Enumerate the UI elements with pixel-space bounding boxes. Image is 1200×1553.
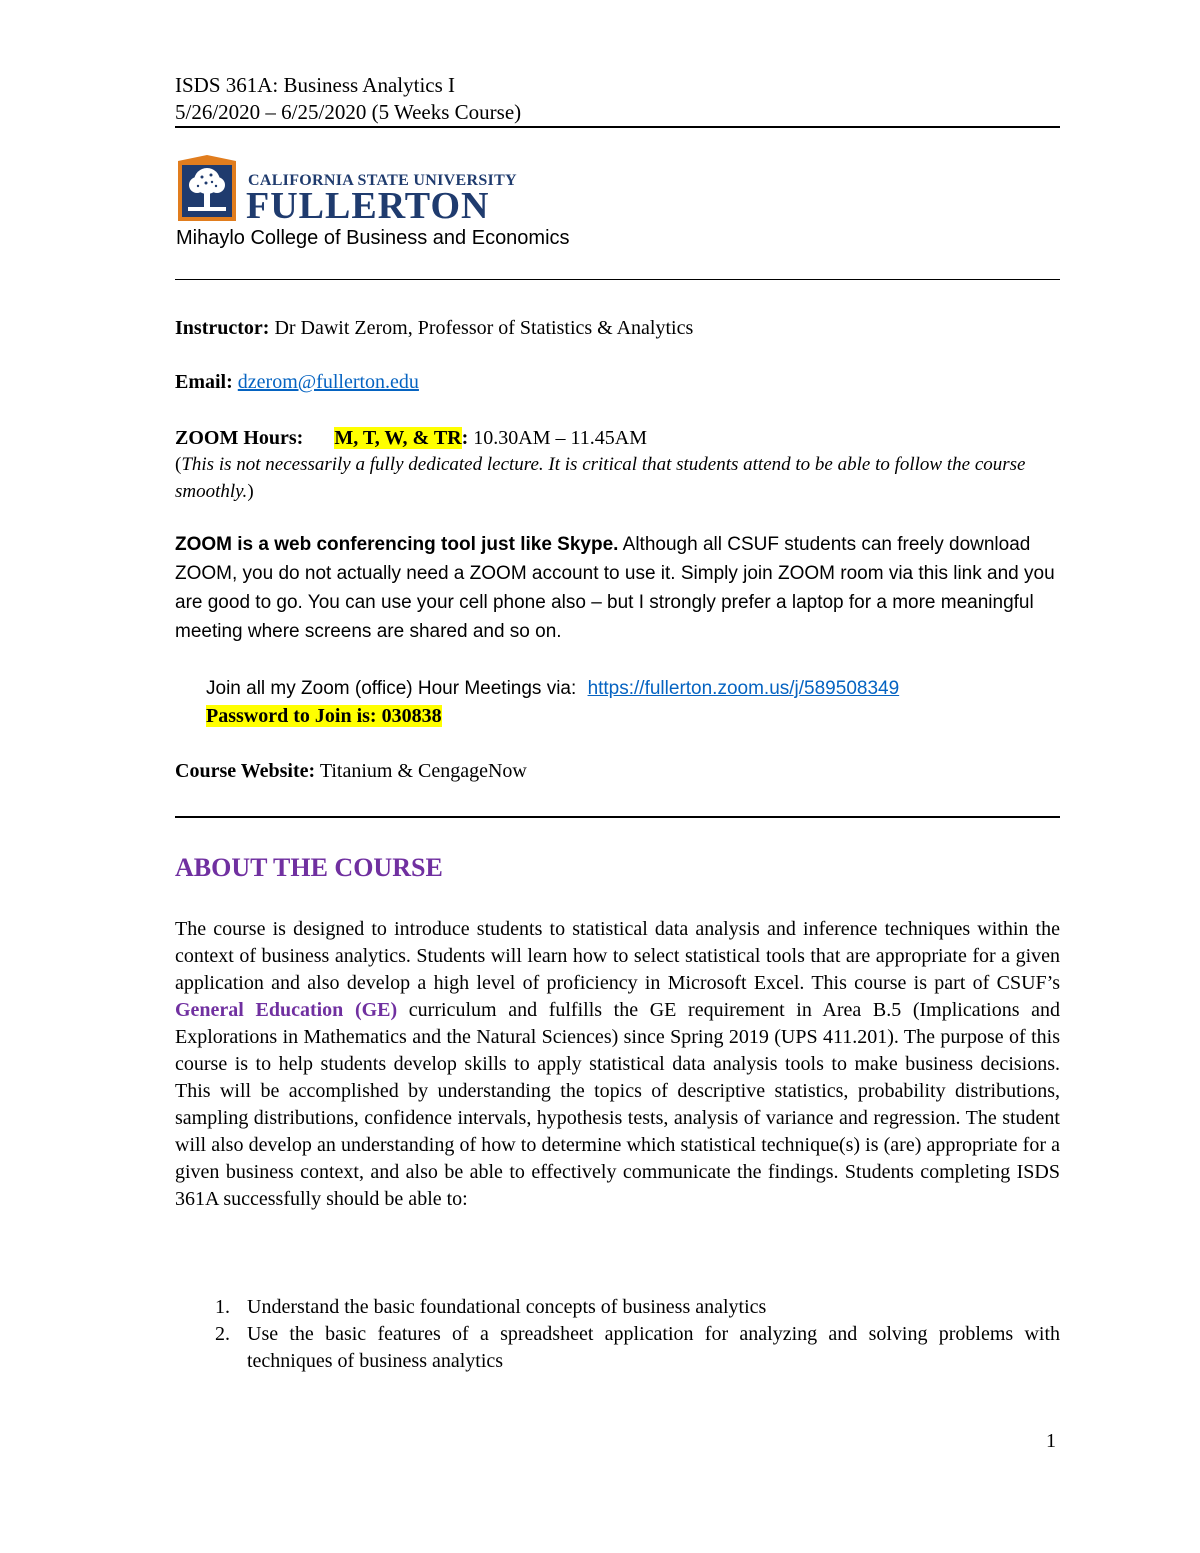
zoom-description-lead: ZOOM is a web conferencing tool just like Skype.: [175, 534, 619, 555]
zoom-meeting-link[interactable]: https://fullerton.zoom.us/j/589508349: [587, 678, 900, 699]
email-label: Email:: [175, 371, 233, 393]
logo-rule: [175, 279, 1060, 280]
zoom-note-close: ): [247, 481, 254, 502]
email-line: [175, 369, 419, 395]
logo-university-line: CALIFORNIA STATE UNIVERSITY: [248, 172, 517, 189]
list-item-text: Understand the basic foundational concepts of business analytics: [247, 1296, 767, 1318]
website-line: [175, 758, 527, 784]
zoom-time: 10.30AM – 11.45AM: [473, 427, 647, 449]
website-value: Titanium & CengageNow: [319, 760, 527, 782]
zoom-description: [175, 530, 1075, 646]
zoom-days: M, T, W, & TR: [334, 427, 462, 449]
instructor-line: [175, 315, 693, 341]
list-item: [175, 1321, 1060, 1375]
about-heading: ABOUT THE COURSE: [175, 853, 443, 882]
join-label: Join all my Zoom (office) Hour Meetings via:: [206, 678, 577, 699]
zoom-password: Password to Join is: 030838: [206, 705, 442, 727]
list-item-number: 1.: [215, 1296, 230, 1318]
about-text-1: The course is designed to introduce students to statistical data analysis and inference techniques within the context of business analytics. Students will learn how to select statistical tools that are appropriate for a given application and also develop a high level of proficiency in Microsoft Excel. This course is part of CSUF’s: [175, 918, 1060, 994]
learning-objectives-list: [175, 1294, 1060, 1375]
zoom-note: [175, 451, 1055, 505]
instructor-label: Instructor:: [175, 317, 270, 339]
csuf-seal-logo: [176, 155, 238, 221]
join-line: [206, 675, 899, 703]
zoom-description-body: Although all CSUF students can freely download ZOOM, you do not actually need a ZOOM account to use it. Simply join ZOOM room via this link and you are good to go. You can use your cell phone also – but I strongly prefer a laptop for a more meaningful meeting where screens are shared and so on.: [175, 534, 1055, 642]
zoom-note-text: This is not necessarily a fully dedicated lecture. It is critical that students attend to be able to follow the course smoothly.: [175, 454, 1026, 502]
about-text-2: curriculum and fulfills the GE requirement in Area B.5 (Implications and Explorations in Mathematics and the Natural Sciences) since Spring 2019 (UPS 411.201). The purpose of this course is to help students develop skills to apply statistical data analysis tools to make business decisions. This will be accomplished by understanding the topics of descriptive statistics, probability distributions, sampling distributions, confidence intervals, hypothesis tests, analysis of variance and regression. The student will also develop an understanding of how to determine which statistical technique(s) is (are) appropriate for a given business context, and also be able to effectively communicate the findings. Students completing ISDS 361A successfully should be able to:: [175, 999, 1060, 1210]
instructor-value: Dr Dawit Zerom, Professor of Statistics & Analytics: [274, 317, 694, 339]
section-rule: [175, 816, 1060, 818]
college-name: Mihaylo College of Business and Economics: [176, 227, 570, 249]
zoom-hours-line: [175, 425, 647, 451]
about-paragraph: [175, 916, 1060, 1213]
password-line: [206, 703, 442, 729]
page-number: 1: [1046, 1430, 1056, 1452]
email-link[interactable]: dzerom@fullerton.edu: [237, 371, 419, 393]
header-rule: [175, 126, 1060, 128]
course-title: ISDS 361A: Business Analytics I: [175, 73, 456, 97]
zoom-hours-label: ZOOM Hours:: [175, 427, 304, 449]
general-education-term: General Education (GE): [175, 999, 398, 1021]
list-item-number: 2.: [215, 1323, 230, 1345]
course-dates: 5/26/2020 – 6/25/2020 (5 Weeks Course): [175, 100, 522, 124]
zoom-days-colon: :: [461, 427, 469, 449]
list-item: [175, 1294, 1060, 1321]
zoom-note-open: (: [175, 454, 182, 475]
website-label: Course Website:: [175, 760, 316, 782]
logo-campus-name: FULLERTON: [246, 185, 490, 227]
list-item-text: Use the basic features of a spreadsheet application for analyzing and solving problems with techniques of business analytics: [247, 1323, 1060, 1372]
